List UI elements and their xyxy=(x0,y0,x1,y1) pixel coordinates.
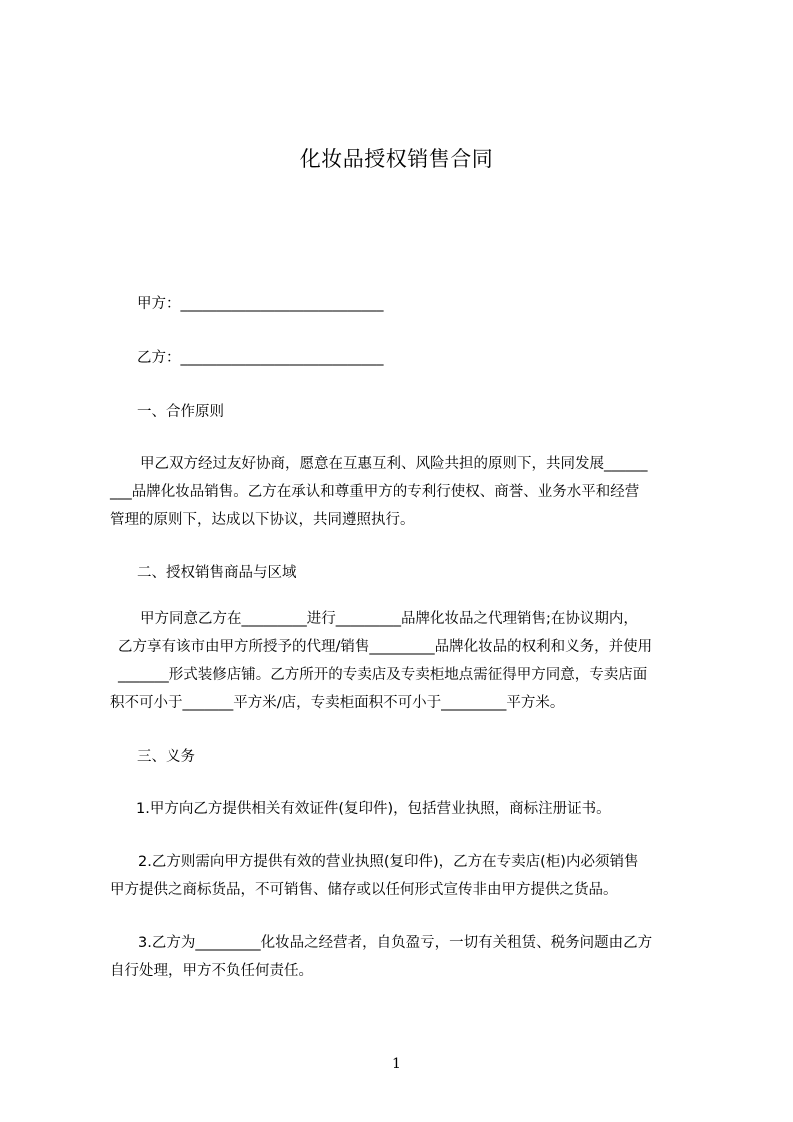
paragraph-line: 2.乙方则需向甲方提供有效的营业执照(复印件)，乙方在专卖店(柜)内必须销售 xyxy=(138,854,639,870)
section-3-heading: 三、义务 xyxy=(137,749,195,765)
paragraph-line: 3.乙方为_________化妆品之经营者，自负盈亏，一切有关租赁、税务问题由乙方 xyxy=(138,935,653,951)
paragraph-line: 积不可小于_______平方米/店，专卖柜面积不可小于_________平方米。 xyxy=(110,695,565,711)
section-1-heading: 一、合作原则 xyxy=(137,404,224,420)
obligation-item-3 xyxy=(110,929,708,985)
paragraph-line: 甲方提供之商标货品，不可销售、储存或以任何形式宣传非由甲方提供之货品。 xyxy=(110,882,618,898)
document-title: 化妆品授权销售合同 xyxy=(299,147,494,171)
paragraph-line: 自行处理，甲方不负任何责任。 xyxy=(110,963,313,979)
page-number: 1 xyxy=(392,1056,401,1072)
paragraph-line: 甲方同意乙方在_________进行_________品牌化妆品之代理销售;在协议期内， xyxy=(140,611,638,627)
section-1-paragraph xyxy=(110,450,708,534)
section-2-heading: 二、授权销售商品与区域 xyxy=(137,565,297,581)
paragraph-line: 1.甲方向乙方提供相关有效证件(复印件)，包括营业执照，商标注册证书。 xyxy=(136,801,611,817)
paragraph-line: 甲乙双方经过友好协商，愿意在互惠互利、风险共担的原则下，共同发展______ xyxy=(140,456,648,472)
paragraph-line: 管理的原则下，达成以下协议，共同遵照执行。 xyxy=(110,512,415,528)
section-2-paragraph xyxy=(110,605,708,717)
paragraph-line: _______形式装修店铺。乙方所开的专卖店及专卖柜地点需征得甲方同意，专卖店面 xyxy=(118,667,648,683)
obligation-item-2 xyxy=(110,848,708,904)
party-b-line: 乙方：____________________________ xyxy=(137,350,384,366)
party-a-line: 甲方：____________________________ xyxy=(137,296,384,312)
paragraph-line: 乙方享有该市由甲方所授予的代理/销售_________品牌化妆品的权利和义务，并使用 xyxy=(118,639,653,655)
obligation-item-1 xyxy=(110,795,708,823)
paragraph-line: ___品牌化妆品销售。乙方在承认和尊重甲方的专利行使权、商誉、业务水平和经营 xyxy=(110,484,640,500)
